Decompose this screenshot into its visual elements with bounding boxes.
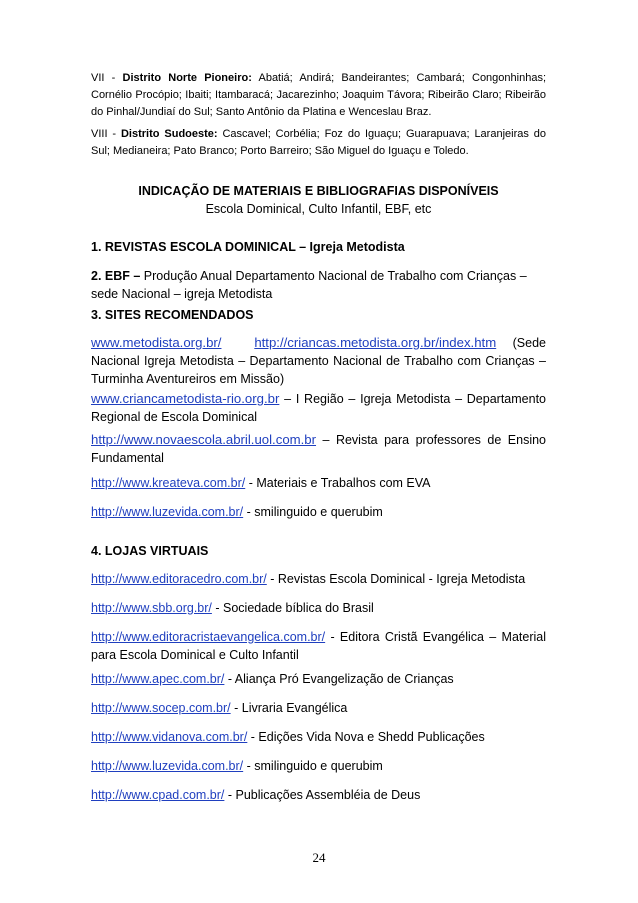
store-link[interactable]: http://www.apec.com.br/ [91, 672, 225, 686]
store-description: - Publicações Assembléia de Deus [224, 788, 421, 802]
region-name: Distrito Sudoeste: [120, 128, 218, 140]
page-number: 24 [312, 850, 326, 865]
site-luzevida-paragraph [91, 503, 546, 521]
store-item [91, 670, 546, 688]
kreateva-description: - Materiais e Trabalhos com EVA [245, 476, 431, 490]
region-viii-paragraph [91, 126, 546, 160]
luzevida-link[interactable]: http://www.luzevida.com.br/ [91, 505, 244, 519]
store-link[interactable]: http://www.sbb.org.br/ [91, 601, 212, 615]
sites-heading: 3. SITES RECOMENDADOS [91, 308, 254, 322]
store-item [91, 786, 546, 804]
rio-description: – I Região – Igreja Metodista – Departamento Regional de Escola Dominical [91, 392, 546, 424]
revistas-heading: 1. REVISTAS ESCOLA DOMINICAL – Igreja Metodista [91, 240, 405, 254]
store-description: - smilinguido e querubim [243, 759, 383, 773]
store-description: - Sociedade bíblica do Brasil [211, 601, 374, 615]
store-item [91, 570, 546, 588]
store-description: - Aliança Pró Evangelização de Crianças [224, 672, 454, 686]
store-item [91, 699, 546, 717]
store-link[interactable]: http://www.editoracedro.com.br/ [91, 572, 267, 586]
site-rio-paragraph [91, 390, 546, 426]
store-link[interactable]: http://www.editoracristaevangelica.com.br/ [91, 630, 326, 644]
store-link[interactable]: http://www.vidanova.com.br/ [91, 730, 248, 744]
section-subheading: Escola Dominical, Culto Infantil, EBF, etc [205, 202, 432, 216]
novaescola-description: – Revista para professores de Ensino Fundamental [91, 433, 546, 465]
section-heading: INDICAÇÃO DE MATERIAIS E BIBLIOGRAFIAS DISPONÍVEIS [138, 184, 499, 198]
site-metodista-paragraph [91, 334, 546, 388]
luzevida-description: - smilinguido e querubim [243, 505, 383, 519]
region-cities: Cascavel; Corbélia; Foz do Iguaçu; Guarapuava; Laranjeiras do Sul; Medianeira; Pato Branco; Porto Barreiro; São Miguel do Iguaçu e Toledo. [91, 128, 546, 157]
store-description: - Editora Cristã Evangélica – Material para Escola Dominical e Culto Infantil [91, 630, 546, 662]
store-link[interactable]: http://www.luzevida.com.br/ [91, 759, 244, 773]
store-link[interactable]: http://www.cpad.com.br/ [91, 788, 225, 802]
region-roman: VIII - [91, 128, 117, 140]
metodista-link[interactable]: www.metodista.org.br/ [91, 335, 222, 350]
region-cities: Abatiá; Andirá; Bandeirantes; Cambará; Congonhinhas; Cornélio Procópio; Ibaiti; Itambaracá; Jacarezinho; Joaquim Távora; Ribeirão Claro; Ribeirão do Pinhal/Jundiaí do Sul; Santo Antônio da Platina e Wenceslau Braz. [91, 72, 546, 118]
store-item [91, 628, 546, 664]
store-description: - Revistas Escola Dominical - Igreja Metodista [266, 572, 526, 586]
lojas-heading: 4. LOJAS VIRTUAIS [91, 544, 209, 558]
ebf-paragraph [91, 267, 546, 303]
site-kreateva-paragraph [91, 474, 546, 492]
region-vii-paragraph [91, 70, 546, 121]
ebf-text: Produção Anual Departamento Nacional de Trabalho com Crianças – sede Nacional – igreja Metodista [91, 269, 527, 301]
criancas-metodista-link[interactable]: http://criancas.metodista.org.br/index.htm [254, 335, 497, 350]
store-item [91, 599, 546, 617]
novaescola-link[interactable]: http://www.novaescola.abril.uol.com.br [91, 432, 317, 447]
region-roman: VII - [91, 72, 116, 84]
ebf-label: 2. EBF – [91, 269, 141, 283]
kreateva-link[interactable]: http://www.kreateva.com.br/ [91, 476, 246, 490]
region-name: Distrito Norte Pioneiro: [122, 72, 252, 84]
site-novaescola-paragraph [91, 431, 546, 467]
store-item [91, 728, 546, 746]
store-description: - Livraria Evangélica [230, 701, 348, 715]
store-description: - Edições Vida Nova e Shedd Publicações [247, 730, 485, 744]
store-item [91, 757, 546, 775]
criancametodista-rio-link[interactable]: www.criancametodista-rio.org.br [91, 391, 280, 406]
metodista-description: (Sede Nacional Igreja Metodista – Departamento Nacional de Trabalho com Crianças – Turminha Aventureiros em Missão) [91, 336, 546, 386]
store-link[interactable]: http://www.socep.com.br/ [91, 701, 231, 715]
